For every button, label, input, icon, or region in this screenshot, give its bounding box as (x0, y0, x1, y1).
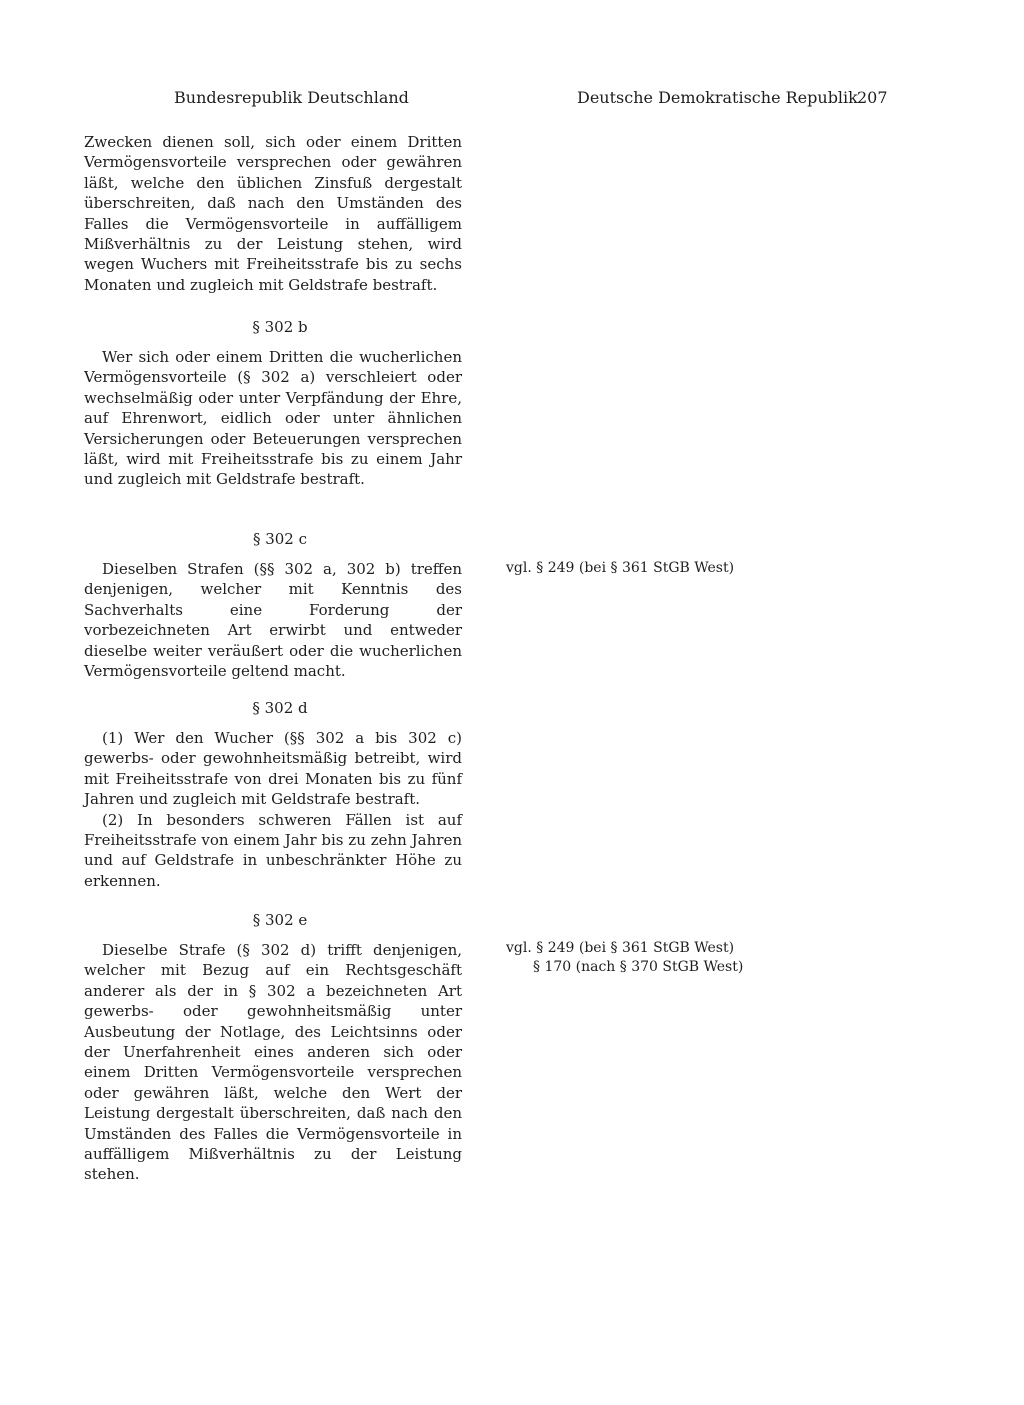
intro-paragraph: Zwecken dienen soll, sich oder einem Dritten Vermögensvorteile versprechen oder gewähren läßt, welche den üblichen Zinsfuß dergestalt überschreiten, daß nach den Umständen des Falles die Vermögensvorteile in auffälligem Mißverhältnis zu der Leistung stehen, wird wegen Wuchers mit Freiheitsstrafe bis zu sechs Monaten und zugleich mit Geldstrafe bestraft. (84, 133, 462, 294)
section-paragraph: (1) Wer den Wucher (§§ 302 a bis 302 c) gewerbs- oder gewohnheitsmäßig betreibt, wird mit Freiheitsstrafe von drei Monaten bis zu fünf Jahren und zugleich mit Geldstrafe bestraft. (84, 729, 462, 809)
reference-note: vgl. § 249 (bei § 361 StGB West) (506, 560, 735, 576)
reference-note: § 170 (nach § 370 StGB West) (533, 959, 744, 975)
reference-note: vgl. § 249 (bei § 361 StGB West) (506, 940, 735, 956)
section-302c (84, 529, 462, 681)
margin-note-302e (506, 939, 806, 977)
section-302d (84, 698, 462, 891)
header-right-title: Deutsche Demokratische Republik (577, 88, 858, 107)
section-302e (84, 910, 462, 1185)
section-paragraph: Wer sich oder einem Dritten die wucherlichen Vermögensvorteile (§ 302 a) verschleiert oder wechselmäßig oder unter Verpfändung der Ehre, auf Ehrenwort, eidlich oder unter ähnlichen Versicherungen oder Beteuerungen versprechen läßt, wird mit Freiheitsstrafe bis zu einem Jahr und zugleich mit Geldstrafe bestraft. (84, 348, 462, 489)
intro-block (84, 132, 462, 295)
section-heading: § 302 c (252, 530, 308, 548)
section-heading: § 302 d (252, 699, 308, 717)
section-paragraph: (2) In besonders schweren Fällen ist auf Freiheitsstrafe von einem Jahr bis zu zehn Jahren und auf Geldstrafe in unbeschränkter Höhe zu erkennen. (84, 810, 462, 890)
section-heading: § 302 b (252, 318, 308, 336)
section-paragraph: Dieselbe Strafe (§ 302 d) trifft denjenigen, welcher mit Bezug auf ein Rechtsgeschäft anderer als der in § 302 a bezeichneten Art gewerbs- oder gewohnheitsmäßig unter Ausbeutung der Notlage, des Leichtsinns oder der Unerfahrenheit eines anderen sich oder einem Dritten Vermögensvorteile versprechen oder gewähren läßt, welche den Wert der Leistung dergestalt überschreiten, daß nach den Umständen des Falles die Vermögensvorteile in auffälligem Mißverhältnis zu der Leistung stehen. (84, 941, 462, 1184)
page-number: 207 (857, 88, 888, 107)
section-paragraph: Dieselben Strafen (§§ 302 a, 302 b) treffen denjenigen, welcher mit Kenntnis des Sachverhalts eine Forderung der vorbezeichneten Art erwirbt und entweder dieselbe weiter veräußert oder die wucherlichen Vermögensvorteile geltend macht. (84, 560, 462, 681)
header-left-title: Bundesrepublik Deutschland (174, 88, 409, 107)
section-302b (84, 317, 462, 490)
margin-note-302c (506, 559, 806, 578)
section-heading: § 302 e (252, 911, 308, 929)
